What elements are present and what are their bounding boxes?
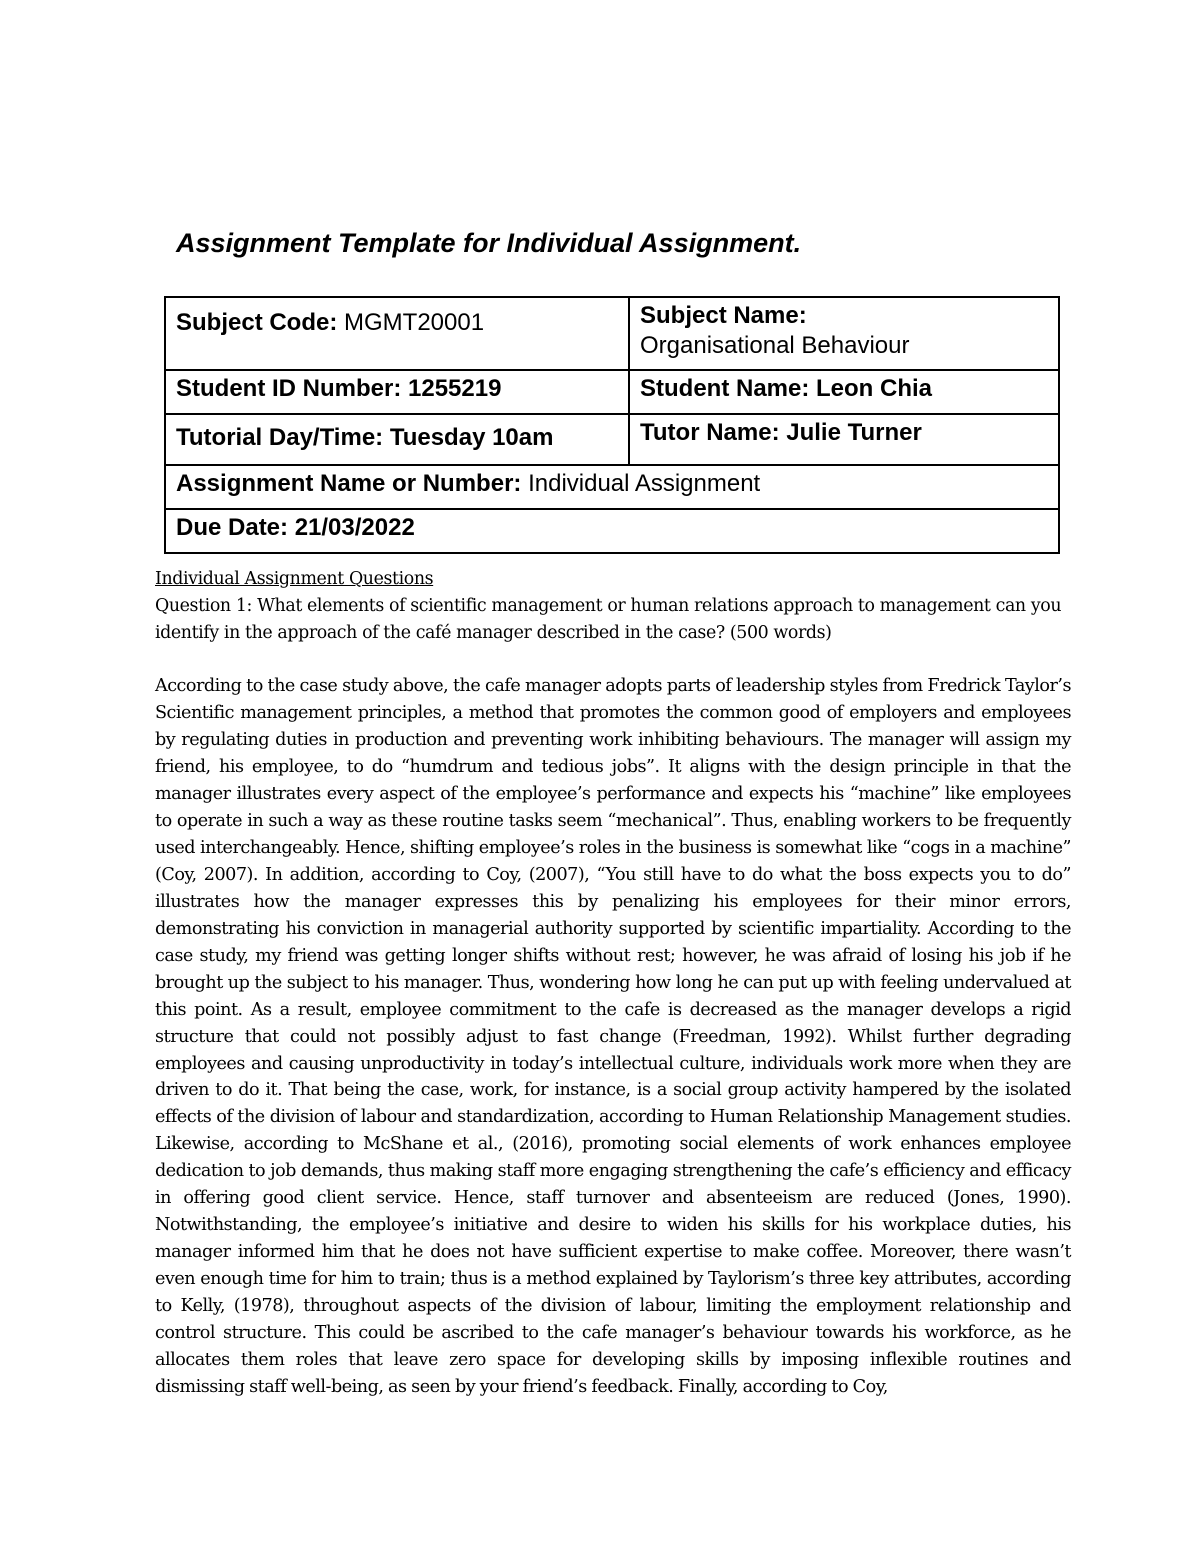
tutor-name-cell: Tutor Name: Julie Turner [629, 414, 1059, 465]
subject-code-value: MGMT20001 [337, 309, 485, 336]
table-row [165, 465, 1059, 509]
student-id-cell: Student ID Number: 1255219 [165, 370, 629, 414]
subject-name-cell [629, 297, 1059, 370]
assignment-name-cell [165, 465, 1059, 509]
subject-code-cell [165, 297, 629, 370]
due-date-cell: Due Date: 21/03/2022 [165, 509, 1059, 553]
tutorial-time-cell: Tutorial Day/Time: Tuesday 10am [165, 414, 629, 465]
table-row [165, 297, 1059, 370]
cover-sheet-table [164, 296, 1060, 554]
student-name-cell: Student Name: Leon Chia [629, 370, 1059, 414]
question-text: Question 1: What elements of scientific management or human relations approach to management can you identify in the approach of the café manager described in the case? (500 words) [155, 595, 1062, 643]
table-row [165, 414, 1059, 465]
subject-name-label: Subject Name: [640, 302, 807, 329]
document-body [155, 566, 1071, 1401]
table-row [165, 509, 1059, 553]
answer-paragraph: According to the case study above, the cafe manager adopts parts of leadership styles from Fredrick Taylor’s Scientific management principles, a method that promotes the common good of employers and employees by regulating duties in production and preventing work inhibiting behaviours. The manager will assign my friend, his employee, to do “humdrum and tedious jobs”. It aligns with the design principle in that the manager illustrates every aspect of the employee’s performance and expects his “machine” like employees to operate in such a way as these routine tasks seem “mechanical”. Thus, enabling workers to be frequently used interchangeably. Hence, shifting employee’s roles in the business is somewhat like “cogs in a machine” (Coy, 2007). In addition, according to Coy, (2007), “You still have to do what the boss expects you to do” illustrates how the manager expresses this by penalizing his employees for their minor errors, demonstrating his conviction in managerial authority supported by scientific impartiality. According to the case study, my friend was getting longer shifts without rest; however, he was afraid of losing his job if he brought up the subject to his manager. Thus, wondering how long he can put up with feeling undervalued at this point. As a result, employee commitment to the cafe is decreased as the manager develops a rigid structure that could not possibly adjust to fast change (Freedman, 1992). Whilst further degrading employees and causing unproductivity in today’s intellectual culture, individuals work more when they are driven to do it. That being the case, work, for instance, is a social group activity hampered by the isolated effects of the division of labour and standardization, according to Human Relationship Management studies. Likewise, according to McShane et al., (2016), promoting social elements of work enhances employee dedication to job demands, thus making staff more engaging strengthening the cafe’s efficiency and efficacy in offering good client service. Hence, staff turnover and absenteeism are reduced (Jones, 1990). Notwithstanding, the employee’s initiative and desire to widen his skills for his workplace duties, his manager informed him that he does not have sufficient expertise to make coffee. Moreover, there wasn’t even enough time for him to train; thus is a method explained by Taylorism’s three key attributes, according to Kelly, (1978), throughout aspects of the division of labour, limiting the employment relationship and control structure. This could be ascribed to the cafe manager’s behaviour towards his workforce, as he allocates them roles that leave zero space for developing skills by imposing inflexible routines and dismissing staff well-being, as seen by your friend’s feedback. Finally, according to Coy, [155, 676, 1071, 1397]
assignment-name-label: Assignment Name or Number: [176, 470, 522, 497]
subject-name-value: Organisational Behaviour [640, 332, 910, 359]
table-row [165, 370, 1059, 414]
subject-code-label: Subject Code: [176, 309, 338, 336]
section-heading: Individual Assignment Questions [155, 569, 434, 589]
assignment-name-value: Individual Assignment [521, 470, 761, 497]
page-title: Assignment Template for Individual Assignment. [176, 228, 802, 258]
